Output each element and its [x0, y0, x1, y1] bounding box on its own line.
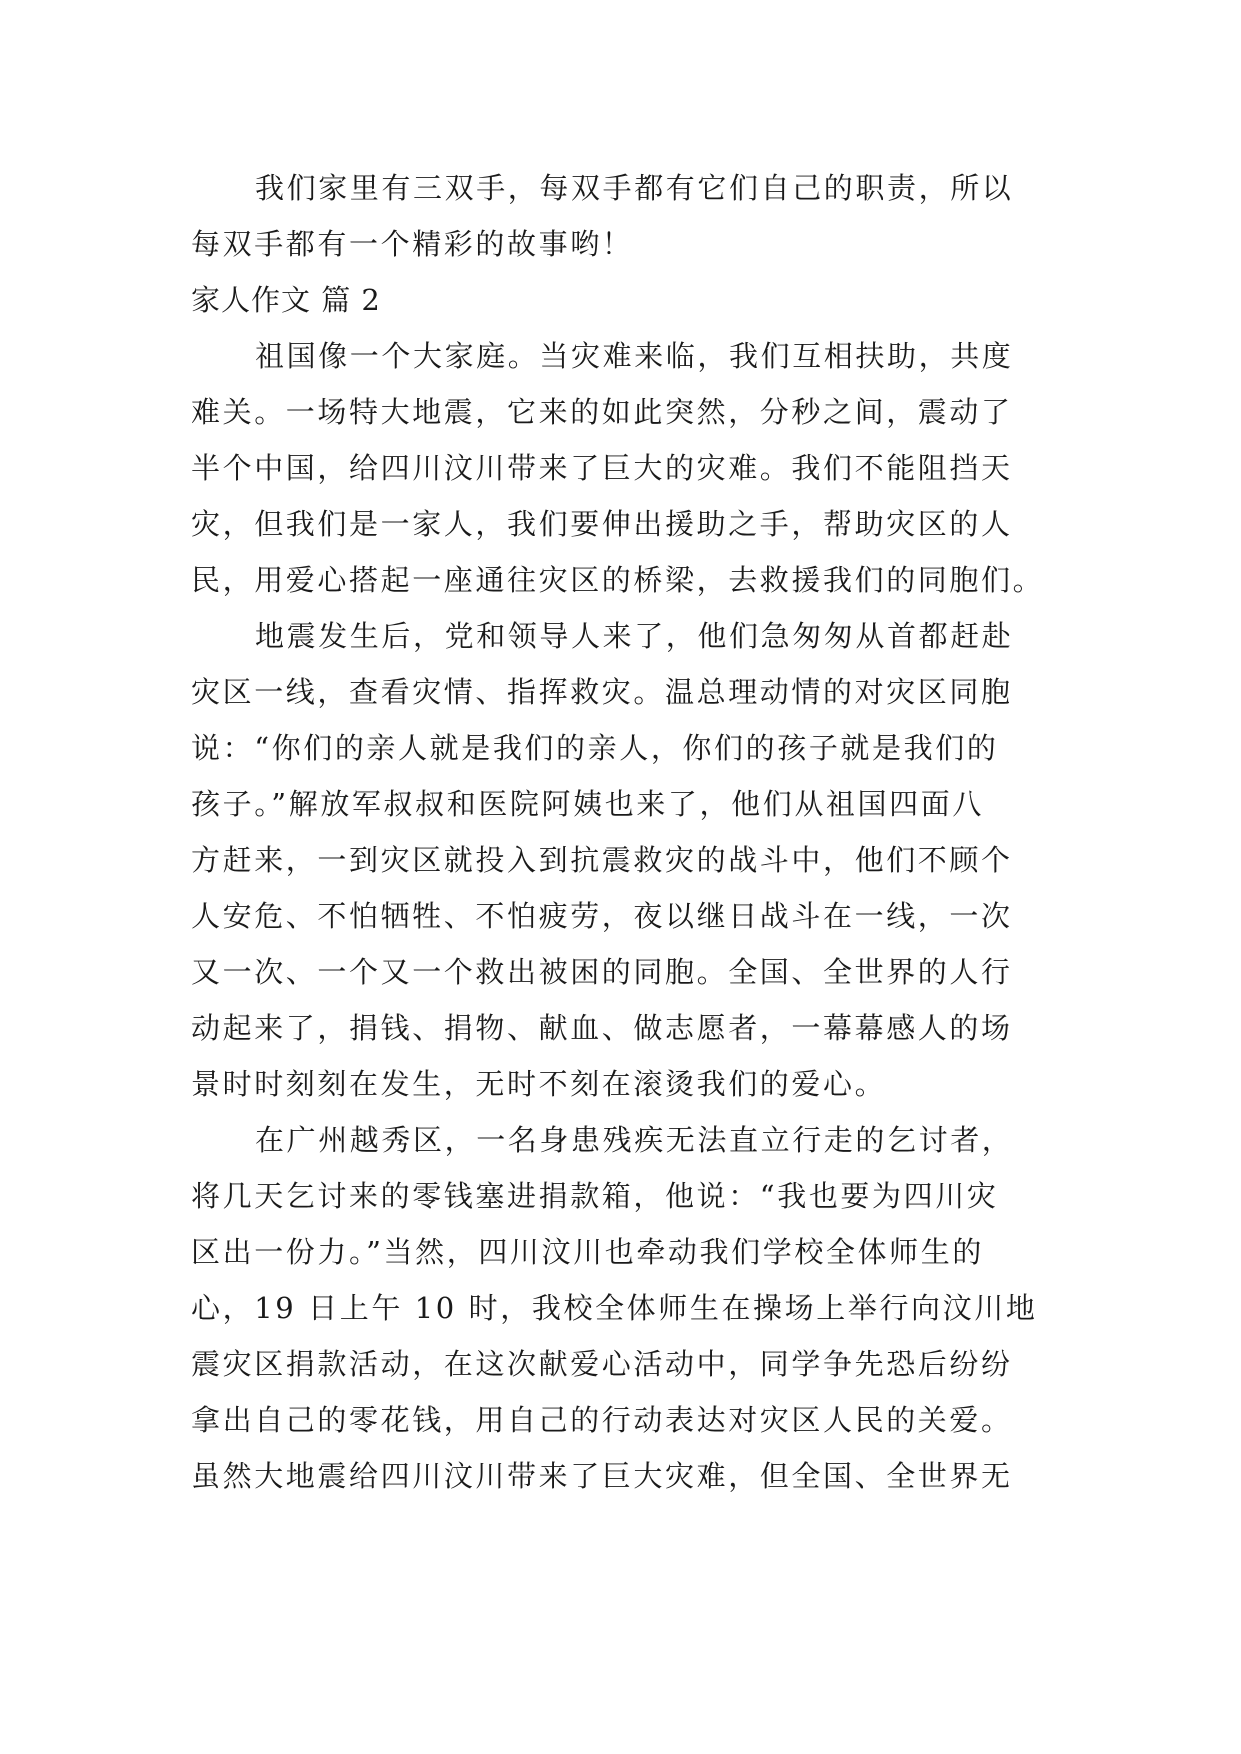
- text-line: 灾，但我们是一家人，我们要伸出援助之手，帮助灾区的人: [191, 507, 1013, 541]
- text-line: 虽然大地震给四川汶川带来了巨大灾难，但全国、全世界无: [191, 1459, 1013, 1493]
- text-line: 我们家里有三双手，每双手都有它们自己的职责，所以: [255, 171, 1014, 205]
- text-line: 拿出自己的零花钱，用自己的行动表达对灾区人民的关爱。: [191, 1403, 1013, 1437]
- text-line: 灾区一线，查看灾情、指挥救灾。温总理动情的对灾区同胞: [191, 675, 1013, 709]
- text-line: 半个中国，给四川汶川带来了巨大的灾难。我们不能阻挡天: [191, 451, 1013, 485]
- text-line: 孩子。”解放军叔叔和医院阿姨也来了，他们从祖国四面八: [191, 787, 984, 821]
- text-line: 震灾区捐款活动，在这次献爱心活动中，同学争先恐后纷纷: [191, 1347, 1013, 1381]
- text-line: 心，19 日上午 10 时，我校全体师生在操场上举行向汶川地: [191, 1291, 1038, 1325]
- text-line: 地震发生后，党和领导人来了，他们急匆匆从首都赶赴: [255, 619, 1014, 653]
- paragraph-3: [191, 1112, 1051, 1504]
- text-line: 在广州越秀区，一名身患残疾无法直立行走的乞讨者，: [255, 1123, 1014, 1157]
- intro-paragraph: [191, 160, 1051, 272]
- text-line: 将几天乞讨来的零钱塞进捐款箱，他说：“我也要为四川灾: [191, 1179, 999, 1213]
- text-line: 民，用爱心搭起一座通往灾区的桥梁，去救援我们的同胞们。: [191, 563, 1045, 597]
- text-line: 每双手都有一个精彩的故事哟！: [191, 227, 634, 261]
- text-line: 区出一份力。”当然，四川汶川也牵动我们学校全体师生的: [191, 1235, 984, 1269]
- paragraph-2: [191, 608, 1051, 1112]
- text-line: 祖国像一个大家庭。当灾难来临，我们互相扶助，共度: [255, 339, 1014, 373]
- text-line: 人安危、不怕牺牲、不怕疲劳，夜以继日战斗在一线，一次: [191, 899, 1013, 933]
- document-body: [191, 160, 1051, 1504]
- text-line: 又一次、一个又一个救出被困的同胞。全国、全世界的人行: [191, 955, 1013, 989]
- text-line: 景时时刻刻在发生，无时不刻在滚烫我们的爱心。: [191, 1067, 887, 1101]
- text-line: 动起来了，捐钱、捐物、献血、做志愿者，一幕幕感人的场: [191, 1011, 1013, 1045]
- text-line: 说：“你们的亲人就是我们的亲人，你们的孩子就是我们的: [191, 731, 999, 765]
- section-heading: 家人作文 篇 2: [191, 283, 381, 317]
- text-line: 难关。一场特大地震，它来的如此突然，分秒之间，震动了: [191, 395, 1013, 429]
- text-line: 方赶来，一到灾区就投入到抗震救灾的战斗中，他们不顾个: [191, 843, 1013, 877]
- paragraph-1: [191, 328, 1051, 608]
